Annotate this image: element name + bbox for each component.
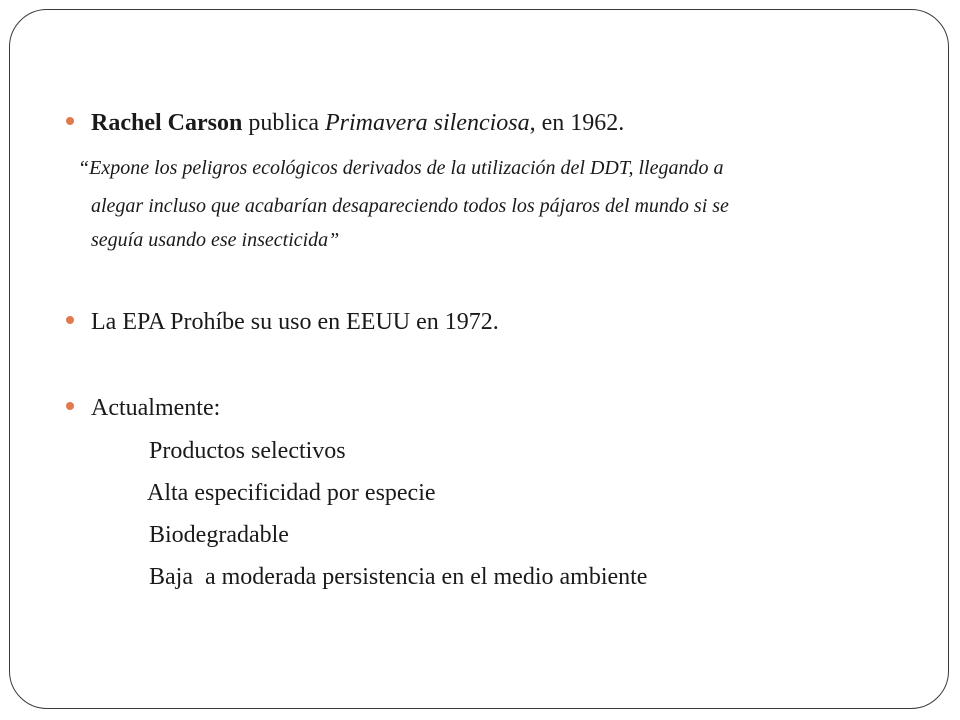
book-title: Primavera silenciosa: [324, 110, 530, 136]
bullet-text: La EPA Prohíbe su uso en EEUU en 1972.: [91, 309, 499, 335]
bullet-epa: [66, 308, 499, 337]
sub-item: Baja a moderada persistencia en el medio ambiente: [149, 564, 648, 590]
sub-item: Alta especificidad por especie: [147, 480, 436, 506]
author-name: Rachel Carson: [91, 110, 243, 136]
sub-item: Biodegradable: [149, 522, 289, 548]
bullet-text: Actualmente:: [91, 395, 221, 421]
bullet-verb: publica: [242, 110, 325, 136]
bullet-dot-icon: [66, 402, 74, 410]
bullet-tail: , en 1962.: [529, 110, 625, 136]
quote-line-1: “Expone los peligros ecológicos derivados de la utilización del DDT, llegando a: [78, 157, 724, 179]
quote-line-3: seguía usando ese insecticida”: [91, 229, 340, 251]
bullet-rachel-carson: [66, 109, 624, 138]
bullet-dot-icon: [66, 117, 74, 125]
bullet-text: [91, 109, 624, 138]
quote-line-2: alegar incluso que acabarían desapareciendo todos los pájaros del mundo si se: [91, 195, 729, 217]
bullet-actualmente: [66, 394, 220, 423]
sub-item: Productos selectivos: [149, 438, 346, 464]
bullet-dot-icon: [66, 316, 74, 324]
